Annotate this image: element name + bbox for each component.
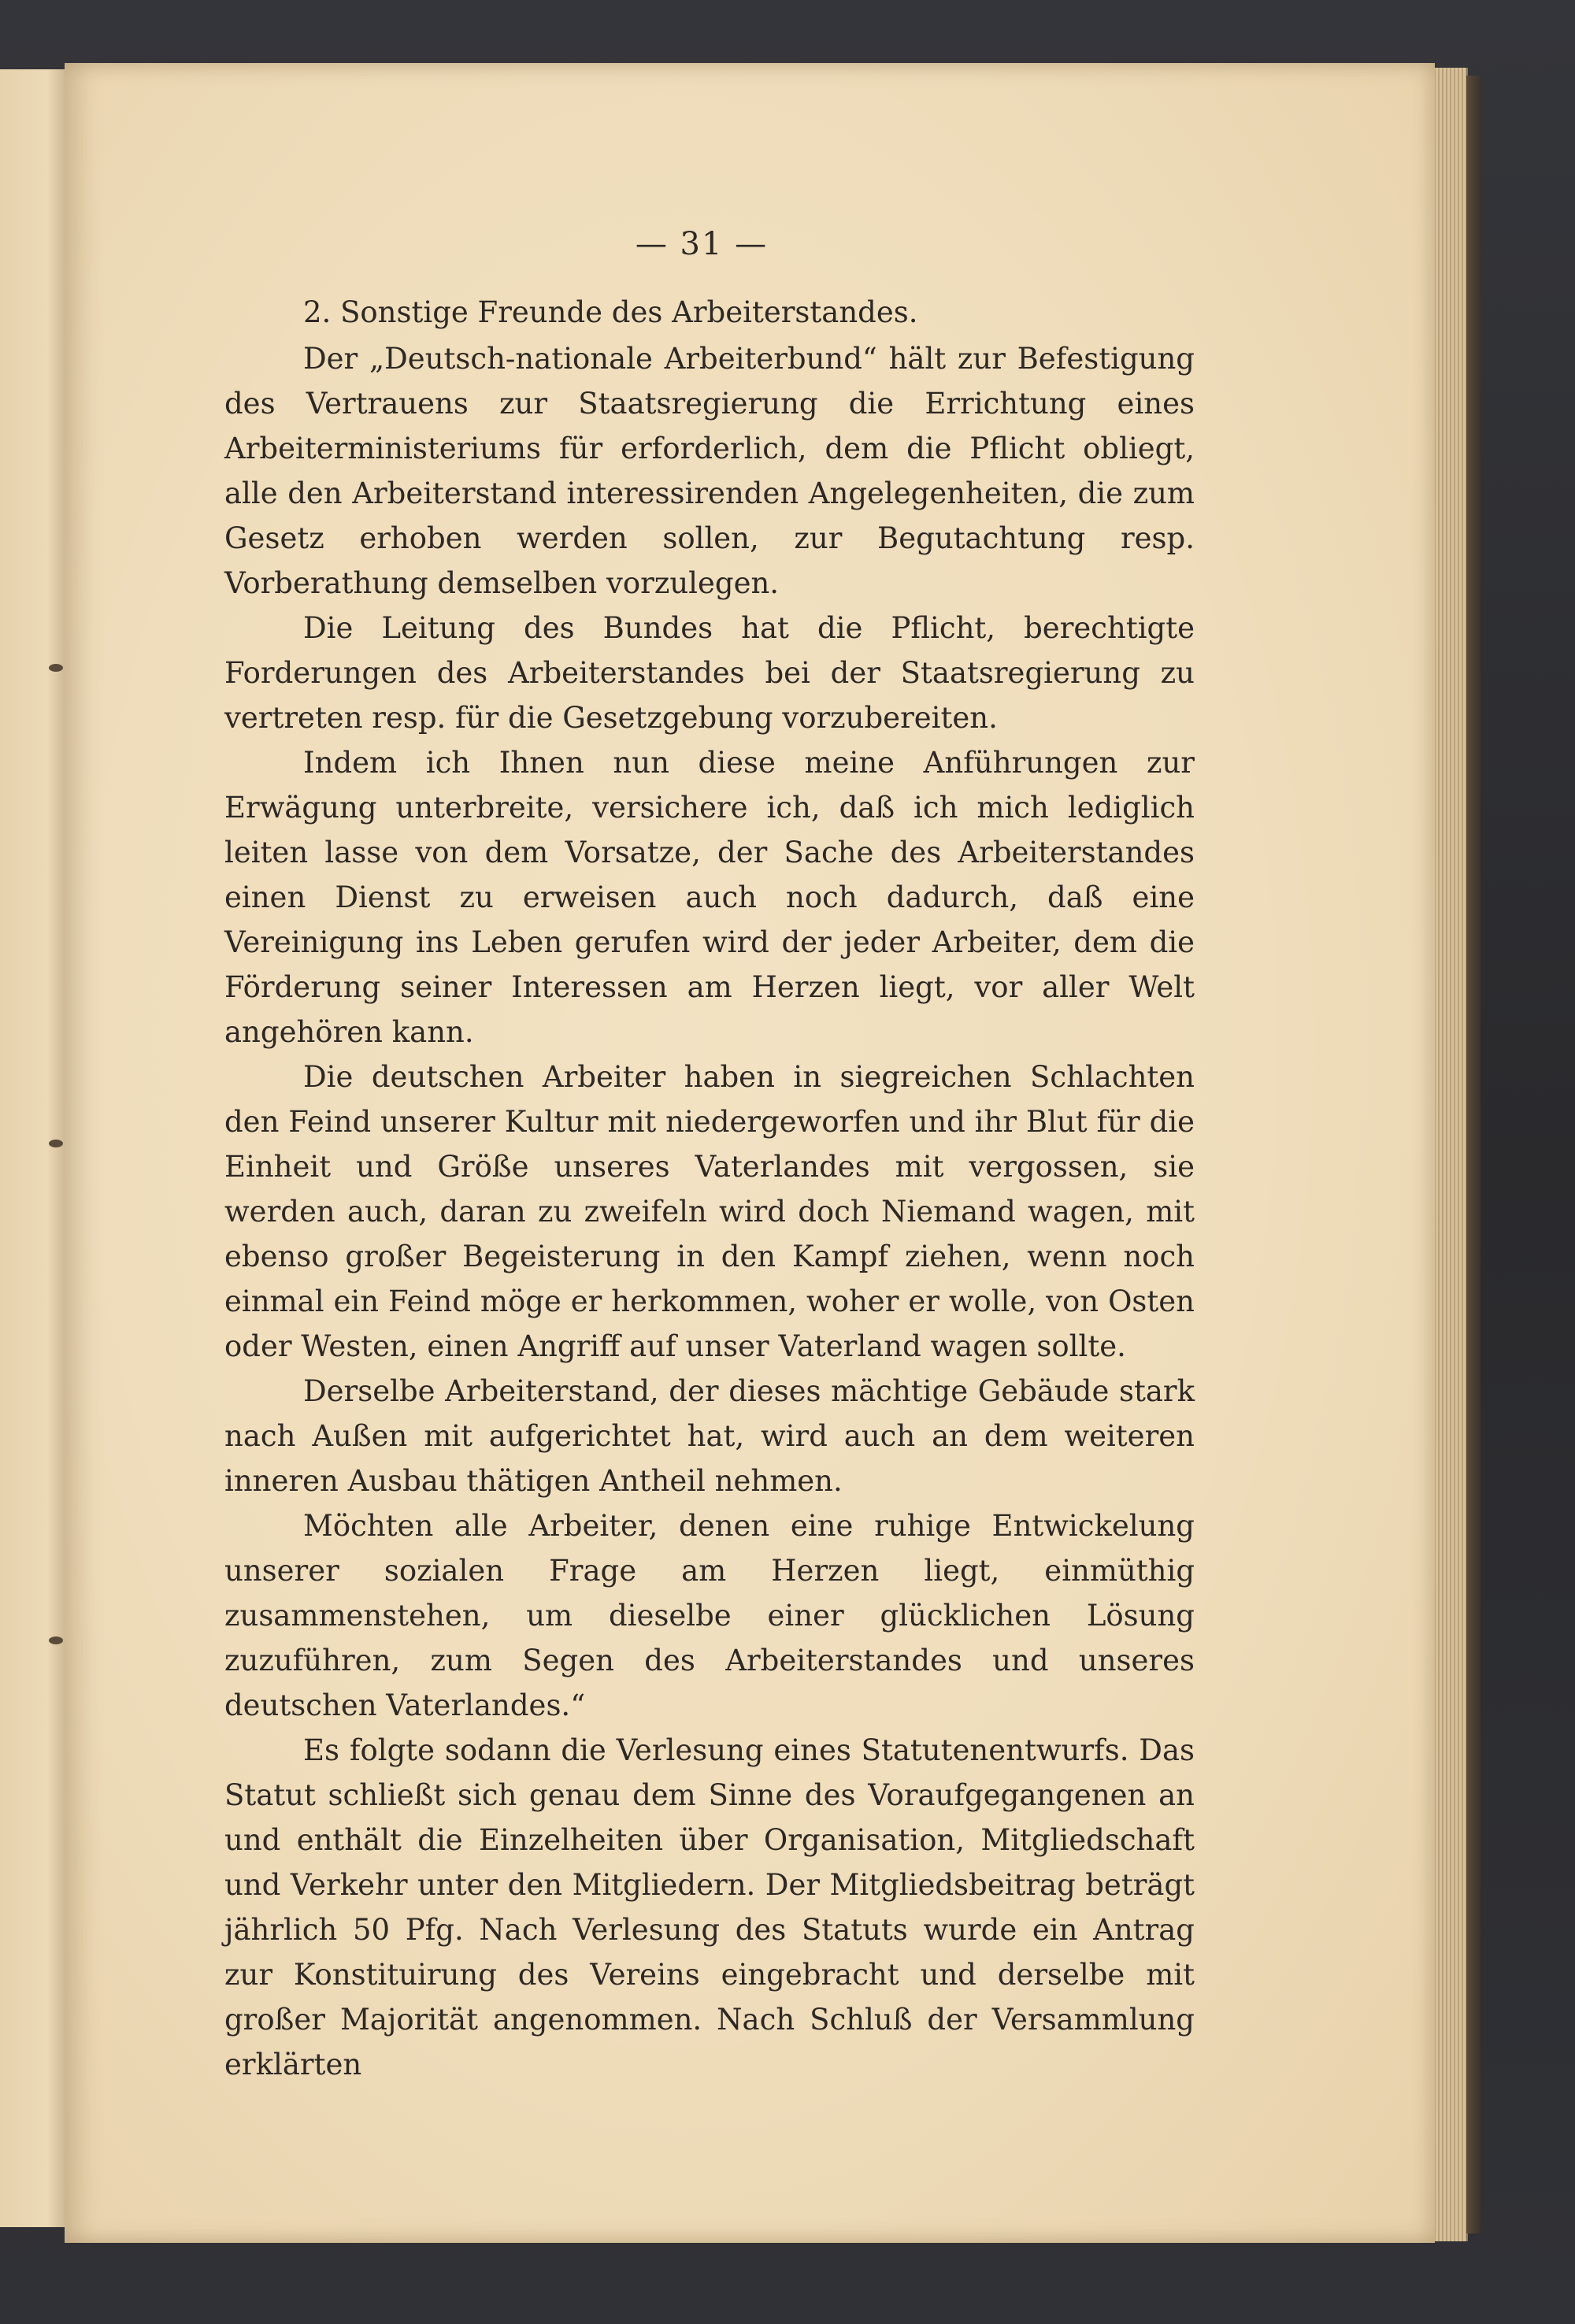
- paragraph: Derselbe Arbeiterstand, der dieses mächtige Gebäude stark nach Außen mit aufgerichtet hat, wird auch an dem weiteren inneren Ausbau thätigen Antheil nehmen.: [224, 1374, 1195, 1498]
- page-number: — 31 —: [635, 226, 769, 262]
- binding-stitch: [49, 664, 63, 672]
- paragraph: Der „Deutsch-nationale Arbeiterbund“ hält zur Befestigung des Vertrauens zur Staatsregierung die Errichtung eines Arbeiterministeriums für erforderlich, dem die Pflicht obliegt, alle den Arbeiterstand interessirenden Angelegenheiten, die zum Gesetz erhoben werden sollen, zur Begutachtung resp. Vorberathung demselben vorzulegen.: [224, 342, 1195, 600]
- left-facing-page: [0, 69, 70, 2227]
- paragraph: Die Leitung des Bundes hat die Pflicht, berechtigte Forderungen des Arbeiterstandes bei der Staatsregierung zu vertreten resp. für die Gesetzgebung vorzubereiten.: [224, 611, 1195, 735]
- paragraph: Möchten alle Arbeiter, denen eine ruhige Entwickelung unserer sozialen Frage am Herzen liegt, einmüthig zusammenstehen, um dieselbe einer glücklichen Lösung zuzuführen, zum Segen des Arbeiterstandes und unseres deutschen Vaterlandes.“: [224, 1509, 1195, 1722]
- paragraph: Es folgte sodann die Verlesung eines Statutenentwurfs. Das Statut schließt sich genau dem Sinne des Voraufgegangenen an und enthält die Einzelheiten über Organisation, Mitgliedschaft und Verkehr unter den Mitgliedern. Der Mitgliedsbeitrag beträgt jährlich 50 Pfg. Nach Verlesung des Statuts wurde ein Antrag zur Konstituirung des Vereins eingebracht und derselbe mit großer Majorität angenommen. Nach Schluß der Versammlung erklärten: [224, 1733, 1195, 2081]
- page-edges: [1432, 68, 1468, 2241]
- paragraph: Die deutschen Arbeiter haben in siegreichen Schlachten den Feind unserer Kultur mit niedergeworfen und ihr Blut für die Einheit und Größe unseres Vaterlandes mit vergossen, sie werden auch, daran zu zweifeln wird doch Niemand wagen, mit ebenso großer Begeisterung in den Kampf ziehen, wenn noch einmal ein Feind möge er herkommen, woher er wolle, von Osten oder Westen, einen Angriff auf unser Vaterland wagen sollte.: [224, 1060, 1195, 1363]
- page-content: [224, 221, 1195, 2087]
- binding-stitch: [49, 1140, 63, 1147]
- binding-stitch: [49, 1636, 63, 1644]
- paragraph: Indem ich Ihnen nun diese meine Anführungen zur Erwägung unterbreite, versichere ich, daß ich mich lediglich leiten lasse von dem Vorsatze, der Sache des Arbeiterstandes einen Dienst zu erweisen auch noch dadurch, daß eine Vereinigung ins Leben gerufen wird der jeder Arbeiter, dem die Förderung seiner Interessen am Herzen liegt, vor aller Welt angehören kann.: [224, 746, 1195, 1049]
- section-heading: 2. Sonstige Freunde des Arbeiterstandes.: [303, 295, 918, 329]
- book-cover-edge: [1466, 76, 1480, 2233]
